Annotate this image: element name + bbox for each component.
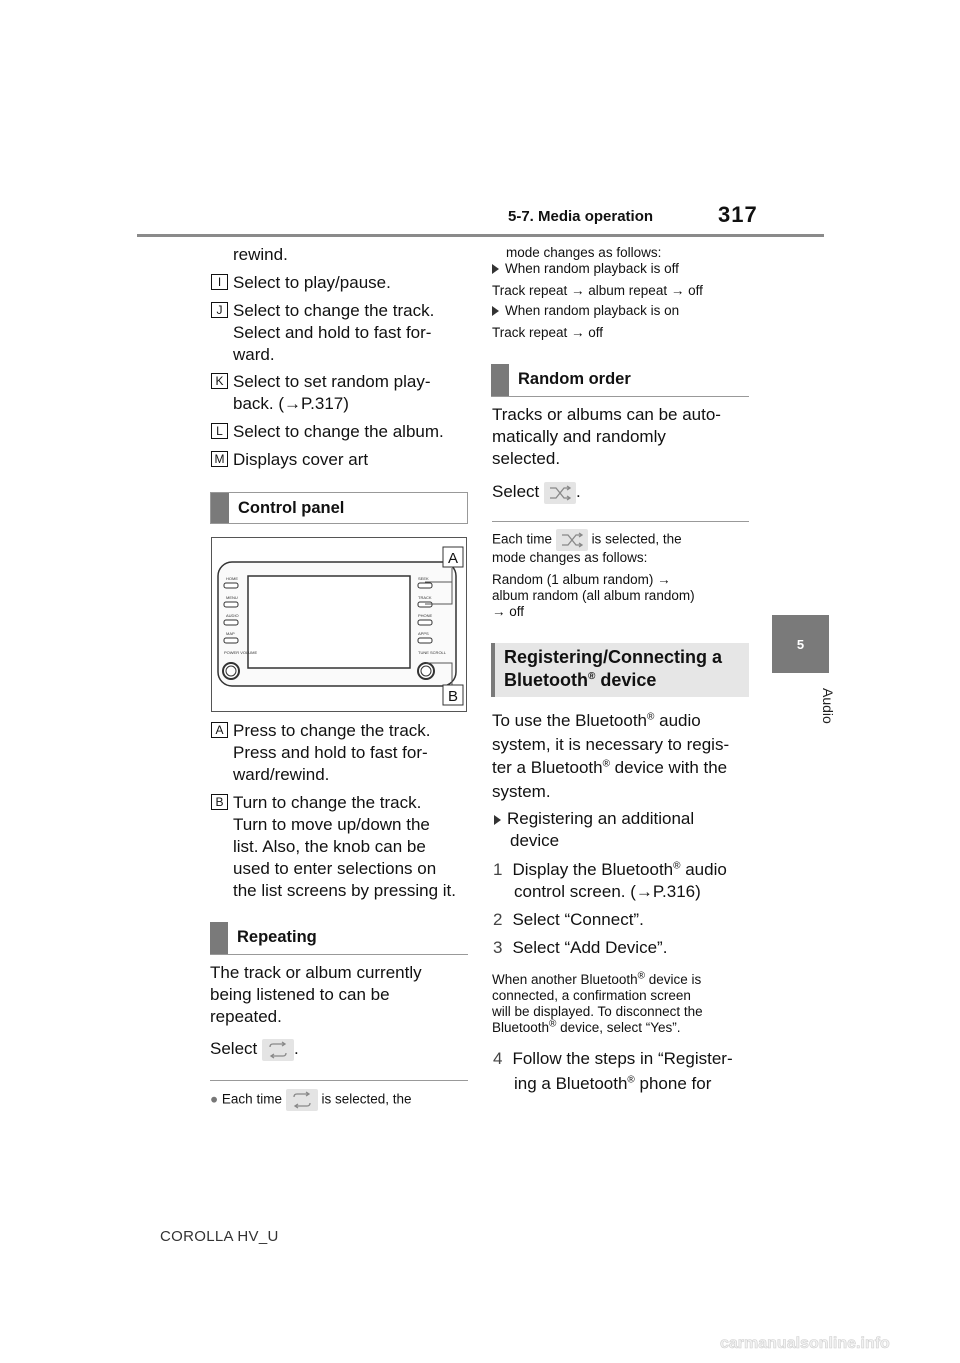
text-line: device	[510, 831, 560, 850]
text-line: control screen. (→P.316)	[514, 882, 701, 901]
text-line: selected.	[492, 449, 561, 468]
repeating-note-cont: mode changes as follows:	[506, 245, 662, 260]
repeat-icon	[286, 1089, 318, 1111]
text-line: being listened to can be	[210, 985, 390, 1004]
text: Select	[492, 482, 540, 501]
repeating-heading	[210, 922, 468, 955]
heading-bar	[210, 922, 228, 954]
btn-label-apps: APPS	[418, 631, 429, 636]
text-line: matically and randomly	[492, 427, 666, 446]
text: Select “Connect”.	[512, 910, 644, 929]
repeat-icon	[262, 1039, 294, 1061]
text-line: album random (all album random)	[492, 588, 695, 603]
text-line: repeated.	[210, 1007, 282, 1026]
step-number: 3	[493, 938, 503, 957]
random-on-label	[492, 303, 679, 319]
item-text: Select to set random play-	[233, 372, 431, 391]
item-text: back. (→P.317)	[233, 394, 349, 413]
text: device is	[644, 972, 702, 987]
random-sequence	[492, 572, 695, 620]
text-line: system, it is necessary to regis-	[492, 734, 730, 754]
text: When random playback is off	[505, 261, 679, 276]
random-note-cont: mode changes as follows:	[492, 550, 648, 565]
text-line: The track or album currently	[210, 963, 422, 982]
item-text: Turn to move up/down the	[233, 815, 430, 834]
text: device with the	[609, 758, 728, 777]
control-panel-heading	[210, 492, 468, 524]
text: Each time	[221, 1091, 282, 1107]
random-off-label	[492, 261, 679, 277]
text: ter a Bluetooth	[492, 758, 603, 777]
registered-mark: ®	[587, 671, 596, 682]
random-text	[492, 404, 721, 470]
triangle-icon	[492, 264, 499, 274]
text: .	[575, 482, 581, 501]
letter-badge: J	[211, 302, 228, 318]
step-number: 2	[493, 910, 503, 929]
repeating-select-line	[210, 1038, 299, 1061]
item-text: Select and hold to fast for-	[233, 323, 432, 342]
text: When random playback is on	[505, 303, 680, 318]
text: Registering an additional	[507, 809, 695, 828]
chapter-number: 5	[796, 636, 805, 652]
item-text: Select to play/pause.	[233, 273, 391, 292]
item-text: Press to change the track.	[233, 721, 431, 740]
text-line: Random (1 album random) →	[492, 572, 671, 587]
item-text: the list screens by pressing it.	[233, 881, 456, 900]
letter-badge: M	[211, 451, 228, 467]
step-number: 1	[493, 860, 503, 879]
triangle-icon	[492, 306, 499, 316]
btn-label-seek: SEEK	[418, 576, 429, 581]
step-4	[493, 1046, 733, 1096]
btn-label-map: MAP	[226, 631, 235, 636]
heading-label: Repeating	[237, 928, 317, 946]
heading-bar	[211, 493, 229, 523]
item-text: Select to change the album.	[233, 422, 444, 441]
registered-mark: ®	[647, 711, 655, 723]
shuffle-icon	[556, 529, 588, 551]
bullet-icon: ●	[210, 1091, 219, 1107]
registered-mark: ®	[549, 1018, 557, 1030]
item-text: used to enter selections on	[233, 859, 437, 878]
chapter-tab	[772, 615, 829, 673]
letter-badge: B	[211, 794, 228, 810]
text: is selected, the	[321, 1091, 412, 1107]
item-text: Displays cover art	[233, 450, 369, 469]
registered-mark: ®	[673, 860, 681, 872]
btn-label-power: POWER VOLUME	[224, 650, 258, 655]
random-select-line	[492, 481, 581, 504]
text: Bluetooth	[504, 670, 588, 690]
bluetooth-subheading	[494, 808, 694, 852]
text: Select “Add Device”.	[512, 938, 668, 957]
heading-label: Control panel	[238, 499, 345, 517]
item-text: ward.	[233, 345, 275, 364]
divider	[210, 1080, 468, 1081]
step-1	[493, 859, 727, 903]
step-3	[493, 937, 667, 959]
repeating-text	[210, 962, 422, 1028]
text-line: system.	[492, 781, 551, 801]
text: device, select “Yes”.	[556, 1020, 681, 1035]
control-panel-illustration	[211, 537, 467, 712]
heading-line: Registering/Connecting a	[504, 647, 723, 667]
text: Each time	[492, 531, 553, 547]
btn-label-tune: TUNE SCROLL	[418, 650, 447, 655]
shuffle-icon	[544, 482, 576, 504]
text: Display the Bluetooth	[512, 860, 674, 879]
letter-badge: I	[211, 274, 228, 290]
item-text: Turn to change the track.	[233, 793, 422, 812]
text: Select	[210, 1039, 258, 1058]
btn-label-track: TRACK	[418, 595, 432, 600]
btn-label-phone: PHONE	[418, 613, 433, 618]
text: Follow the steps in “Register-	[512, 1049, 733, 1068]
btn-label-audio: AUDIO	[226, 613, 239, 618]
chapter-label: Audio	[820, 688, 836, 724]
callout-a: A	[448, 550, 459, 567]
text: device	[595, 670, 657, 690]
heading-line	[504, 669, 722, 692]
text-line: → off	[492, 604, 525, 619]
callout-b: B	[448, 688, 459, 705]
text-line: Tracks or albums can be auto-	[492, 405, 721, 424]
text: To use the Bluetooth	[492, 711, 648, 730]
heading-bar	[491, 364, 509, 396]
step-2	[493, 909, 644, 931]
item-text: Select to change the track.	[233, 301, 435, 320]
registered-mark: ®	[627, 1074, 635, 1086]
registered-mark: ®	[637, 970, 645, 982]
item-text: ward/rewind.	[233, 765, 330, 784]
header-rule	[137, 234, 824, 237]
bluetooth-heading	[491, 643, 749, 697]
text: .	[293, 1039, 299, 1058]
heading-label: Random order	[518, 370, 631, 388]
text: audio	[680, 860, 727, 879]
bluetooth-intro	[492, 709, 729, 803]
random-note	[492, 529, 682, 551]
text: Bluetooth	[492, 1020, 550, 1035]
page-number: 317	[718, 202, 758, 227]
footer-model: COROLLA HV_U	[160, 1228, 279, 1245]
heading-bar	[491, 643, 495, 697]
bluetooth-note	[492, 972, 703, 1036]
random-heading	[491, 364, 749, 397]
random-on-seq: Track repeat → off	[492, 325, 604, 340]
text-line: connected, a confirmation screen	[492, 988, 691, 1003]
text: When another Bluetooth	[492, 972, 638, 987]
letter-badge: A	[211, 722, 228, 738]
item-text: Press and hold to fast for-	[233, 743, 428, 762]
letter-badge: K	[211, 373, 228, 389]
btn-label-menu: MENU	[226, 595, 238, 600]
random-off-seq: Track repeat → album repeat → off	[492, 283, 703, 298]
text: ing a Bluetooth	[514, 1074, 628, 1093]
letter-badge: L	[211, 423, 228, 439]
step-number: 4	[493, 1049, 503, 1068]
repeating-note	[210, 1089, 412, 1111]
registered-mark: ®	[602, 758, 610, 770]
head-unit-diagram	[212, 538, 466, 711]
text: phone for	[634, 1074, 712, 1093]
text: audio	[654, 711, 701, 730]
watermark-text: carmanualsonline.info	[720, 1335, 890, 1352]
watermark	[0, 1328, 960, 1358]
btn-label-home: HOME	[226, 576, 238, 581]
divider	[492, 521, 749, 522]
section-title: 5-7. Media operation	[508, 208, 654, 225]
text: is selected, the	[591, 531, 682, 547]
list-continuation: rewind.	[233, 245, 288, 264]
item-text: list. Also, the knob can be	[233, 837, 426, 856]
triangle-icon	[494, 815, 501, 825]
text-line: will be displayed. To disconnect the	[492, 1004, 703, 1019]
